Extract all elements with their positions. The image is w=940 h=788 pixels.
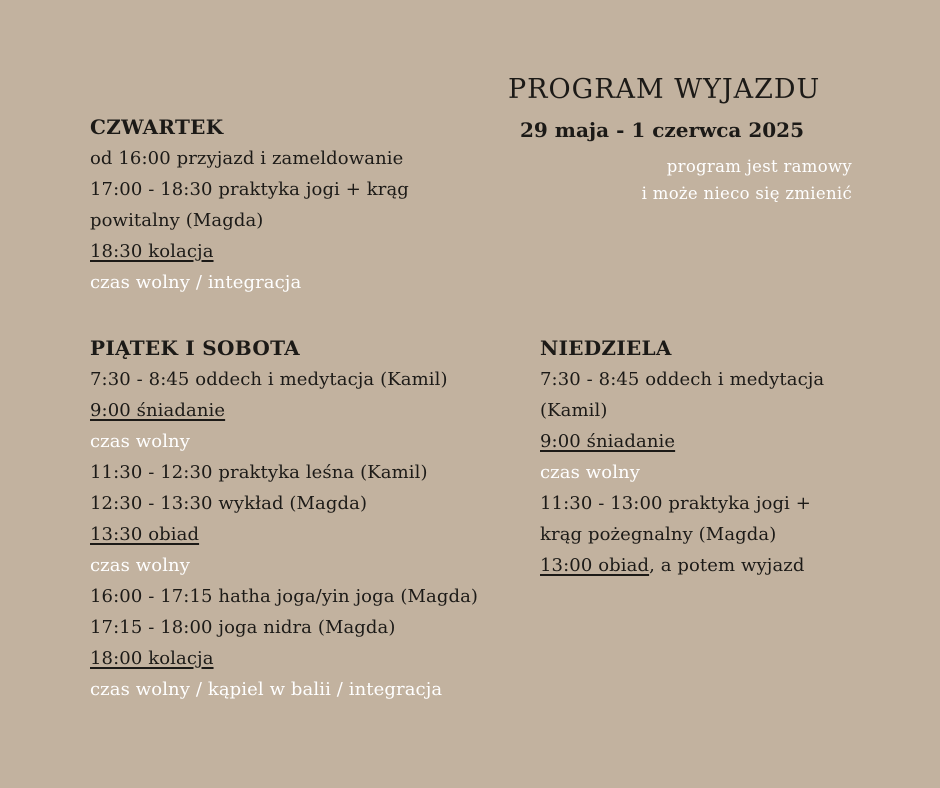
fri-sat-section <box>90 333 478 705</box>
sunday-line: krąg pożegnalny (Magda) <box>540 524 777 545</box>
program-note-line1: program jest ramowy <box>666 157 852 176</box>
fri-sat-line: czas wolny / kąpiel w balii / integracja <box>90 679 443 700</box>
fri-sat-breakfast: 9:00 śniadanie <box>90 400 226 421</box>
program-title: PROGRAM WYJAZDU <box>508 74 821 105</box>
sunday-line: 11:30 - 13:00 praktyka jogi + <box>540 493 811 514</box>
thursday-line: powitalny (Magda) <box>90 210 264 231</box>
sunday-departure: , a potem wyjazd <box>649 555 805 576</box>
sunday-line: czas wolny <box>540 462 641 483</box>
sunday-lunch: 13:00 obiad <box>540 555 650 576</box>
fri-sat-line <box>90 519 478 550</box>
program-dates: 29 maja - 1 czerwca 2025 <box>520 118 804 142</box>
thursday-line <box>90 236 409 267</box>
fri-sat-lunch: 13:30 obiad <box>90 524 200 545</box>
thursday-line: czas wolny / integracja <box>90 272 302 293</box>
sunday-section <box>540 333 824 581</box>
sunday-line <box>540 550 824 581</box>
fri-sat-line: 17:15 - 18:00 joga nidra (Magda) <box>90 617 396 638</box>
fri-sat-line <box>90 395 478 426</box>
thursday-dinner: 18:30 kolacja <box>90 241 214 262</box>
sunday-heading: NIEDZIELA <box>540 336 672 360</box>
fri-sat-line: 7:30 - 8:45 oddech i medytacja (Kamil) <box>90 369 448 390</box>
thursday-line: od 16:00 przyjazd i zameldowanie <box>90 148 404 169</box>
fri-sat-line <box>90 643 478 674</box>
fri-sat-line: 11:30 - 12:30 praktyka leśna (Kamil) <box>90 462 428 483</box>
thursday-section <box>90 112 409 298</box>
thursday-line: 17:00 - 18:30 praktyka jogi + krąg <box>90 179 409 200</box>
fri-sat-dinner: 18:00 kolacja <box>90 648 214 669</box>
thursday-heading: CZWARTEK <box>90 115 224 139</box>
sunday-line: 7:30 - 8:45 oddech i medytacja <box>540 369 825 390</box>
sunday-line: (Kamil) <box>540 400 608 421</box>
fri-sat-line: 16:00 - 17:15 hatha joga/yin joga (Magda) <box>90 586 479 607</box>
fri-sat-line: czas wolny <box>90 555 191 576</box>
fri-sat-line: czas wolny <box>90 431 191 452</box>
program-note <box>560 153 852 207</box>
program-note-line2: i może nieco się zmienić <box>641 184 852 203</box>
fri-sat-heading: PIĄTEK I SOBOTA <box>90 336 300 360</box>
sunday-line <box>540 426 824 457</box>
sunday-breakfast: 9:00 śniadanie <box>540 431 676 452</box>
fri-sat-line: 12:30 - 13:30 wykład (Magda) <box>90 493 368 514</box>
